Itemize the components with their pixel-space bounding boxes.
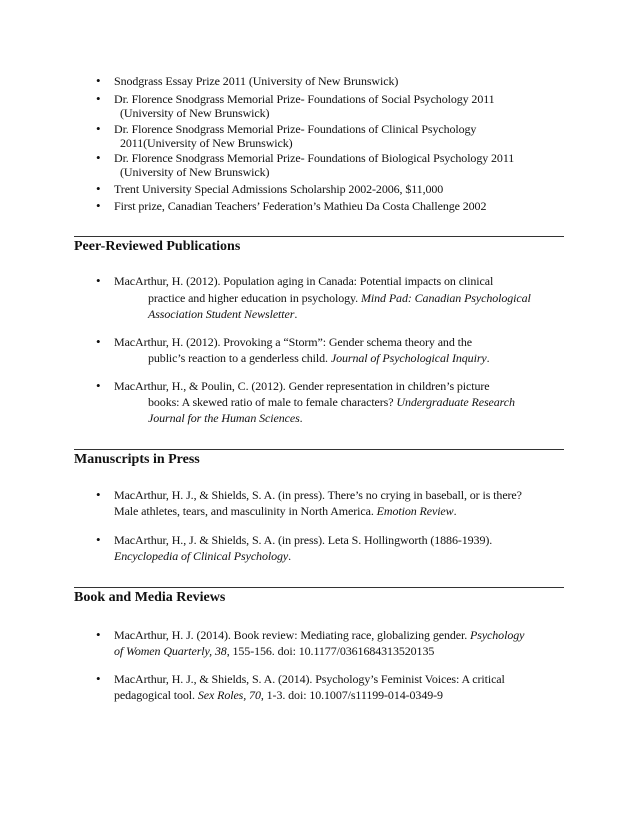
award-item-cont: (University of New Brunswick) [120, 165, 270, 179]
award-item: Dr. Florence Snodgrass Memorial Prize- Foundations of Clinical Psychology [114, 122, 477, 136]
bullet: • [96, 378, 101, 393]
bullet: • [96, 334, 101, 349]
publication-item: MacArthur, H., & Poulin, C. (2012). Gender representation in children’s picture [114, 379, 490, 393]
award-item-cont: (University of New Brunswick) [120, 106, 270, 120]
bullet: • [96, 121, 101, 136]
section-rule [74, 236, 564, 237]
bullet: • [96, 671, 101, 686]
section-rule [74, 449, 564, 450]
section-heading-reviews: Book and Media Reviews [74, 590, 226, 605]
manuscript-item-cont: Male athletes, tears, and masculinity in North America. Emotion Review. [114, 504, 457, 518]
bullet: • [96, 150, 101, 165]
manuscript-item-cont: Encyclopedia of Clinical Psychology. [114, 549, 292, 563]
award-item: First prize, Canadian Teachers’ Federation’s Mathieu Da Costa Challenge 2002 [114, 199, 487, 213]
publication-item-cont: books: A skewed ratio of male to female characters? Undergraduate Research [148, 395, 515, 409]
bullet: • [96, 181, 101, 196]
section-heading-manuscripts: Manuscripts in Press [74, 452, 200, 467]
review-item: MacArthur, H. J. (2014). Book review: Mediating race, globalizing gender. Psychology [114, 628, 525, 642]
publication-item-cont: Association Student Newsletter. [148, 307, 298, 321]
bullet: • [96, 198, 101, 213]
bullet: • [96, 532, 101, 547]
award-item: Trent University Special Admissions Scholarship 2002-2006, $11,000 [114, 182, 444, 196]
bullet: • [96, 73, 101, 88]
publication-item-cont: Journal for the Human Sciences. [148, 411, 303, 425]
publication-item: MacArthur, H. (2012). Population aging in Canada: Potential impacts on clinical [114, 274, 494, 288]
manuscript-item: MacArthur, H., J. & Shields, S. A. (in press). Leta S. Hollingworth (1886-1939). [114, 533, 493, 547]
review-item: MacArthur, H. J., & Shields, S. A. (2014). Psychology’s Feminist Voices: A critical [114, 672, 505, 686]
bullet: • [96, 273, 101, 288]
publication-item-cont: practice and higher education in psychology. Mind Pad: Canadian Psychological [148, 291, 531, 305]
award-item: Snodgrass Essay Prize 2011 (University of New Brunswick) [114, 74, 399, 88]
award-item: Dr. Florence Snodgrass Memorial Prize- Foundations of Biological Psychology 2011 [114, 151, 515, 165]
bullet: • [96, 487, 101, 502]
bullet: • [96, 91, 101, 106]
review-item-cont: of Women Quarterly, 38, 155-156. doi: 10.1177/0361684313520135 [114, 644, 435, 658]
publication-item-cont: public’s reaction to a genderless child. Journal of Psychological Inquiry. [148, 351, 490, 365]
bullet: • [96, 627, 101, 642]
review-item-cont: pedagogical tool. Sex Roles, 70, 1-3. doi: 10.1007/s11199-014-0349-9 [114, 688, 443, 702]
publication-item: MacArthur, H. (2012). Provoking a “Storm”: Gender schema theory and the [114, 335, 472, 349]
section-heading-publications: Peer-Reviewed Publications [74, 239, 241, 254]
section-rule [74, 587, 564, 588]
award-item-cont: 2011(University of New Brunswick) [120, 136, 293, 150]
award-item: Dr. Florence Snodgrass Memorial Prize- Foundations of Social Psychology 2011 [114, 92, 495, 106]
manuscript-item: MacArthur, H. J., & Shields, S. A. (in press). There’s no crying in baseball, or is there? [114, 488, 522, 502]
